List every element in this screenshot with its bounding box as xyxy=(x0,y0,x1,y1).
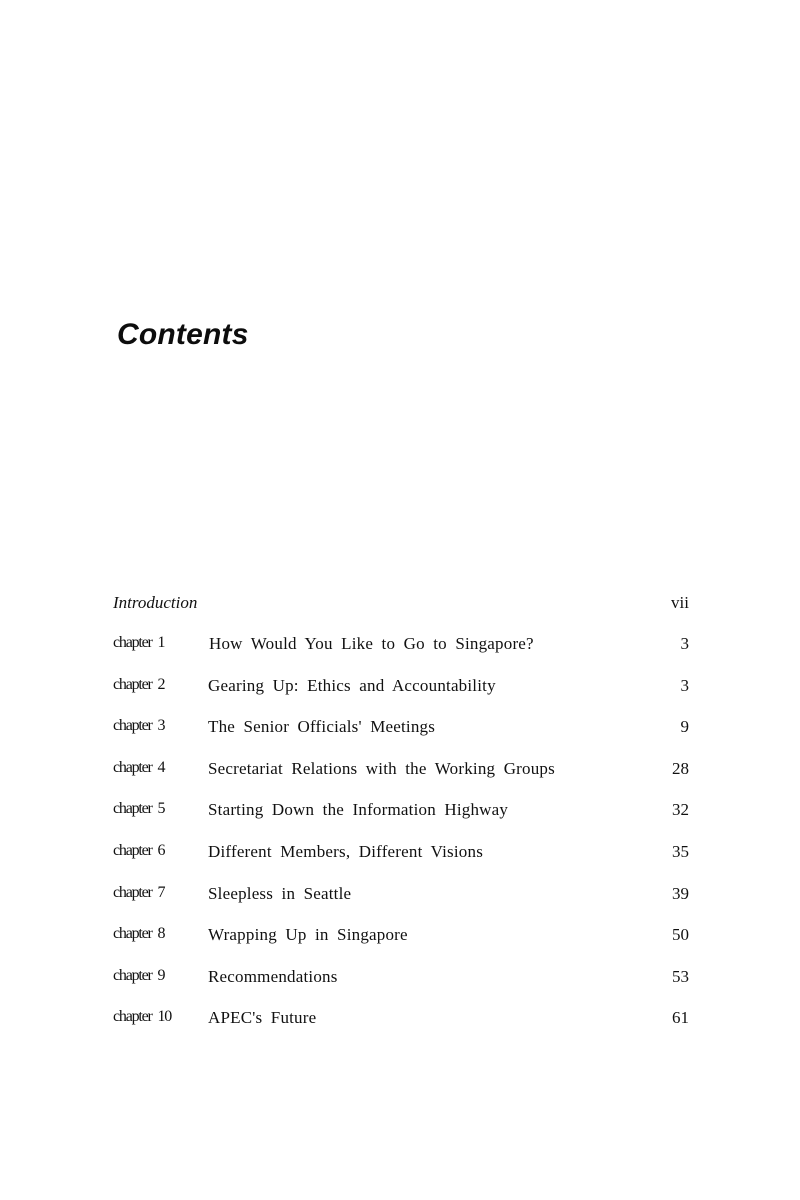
toc-row-chapter-6[interactable] xyxy=(113,842,689,884)
chapter-label: chapter 9 xyxy=(113,966,165,984)
chapter-label: chapter 6 xyxy=(113,841,165,859)
chapter-title: The Senior Officials' Meetings xyxy=(208,717,436,737)
chapter-page-number: 53 xyxy=(672,966,689,986)
toc-row-chapter-1[interactable] xyxy=(113,634,689,676)
chapter-title: Recommendations xyxy=(208,966,338,986)
chapter-label: chapter 7 xyxy=(113,883,165,901)
chapter-page-number: 3 xyxy=(680,634,689,653)
toc-introduction-row[interactable] xyxy=(113,593,689,619)
chapter-page-number: 35 xyxy=(672,841,689,861)
chapter-label: chapter 5 xyxy=(113,800,165,818)
toc-row-chapter-9[interactable] xyxy=(113,967,689,1009)
chapter-page-number: 61 xyxy=(672,1008,689,1028)
chapter-label: chapter 1 xyxy=(113,634,165,651)
chapter-page-number: 50 xyxy=(672,925,689,945)
chapter-title: APEC's Future xyxy=(208,1008,317,1028)
introduction-page-number: vii xyxy=(671,593,689,612)
page-title: Contents xyxy=(117,318,249,351)
chapter-title: Different Members, Different Visions xyxy=(208,841,484,861)
chapter-list xyxy=(113,634,689,1050)
table-of-contents xyxy=(113,593,689,1035)
chapter-title: Secretariat Relations with the Working Groups xyxy=(208,758,555,778)
chapter-label: chapter 2 xyxy=(113,675,165,693)
chapter-label: chapter 10 xyxy=(113,1008,172,1026)
toc-row-chapter-7[interactable] xyxy=(113,884,689,926)
toc-row-chapter-10[interactable] xyxy=(113,1008,689,1050)
chapter-label: chapter 8 xyxy=(113,925,165,943)
chapter-page-number: 3 xyxy=(680,675,689,695)
chapter-title: How Would You Like to Go to Singapore? xyxy=(209,634,534,653)
chapter-page-number: 28 xyxy=(672,758,689,778)
chapter-title: Gearing Up: Ethics and Accountability xyxy=(208,675,496,695)
chapter-label: chapter 4 xyxy=(113,758,165,776)
chapter-page-number: 9 xyxy=(680,717,689,737)
chapter-title: Sleepless in Seattle xyxy=(208,883,352,903)
chapter-title: Starting Down the Information Highway xyxy=(208,800,509,820)
toc-row-chapter-2[interactable] xyxy=(113,676,689,718)
introduction-label: Introduction xyxy=(113,593,198,612)
chapter-title: Wrapping Up in Singapore xyxy=(208,925,408,945)
toc-row-chapter-8[interactable] xyxy=(113,925,689,967)
chapter-label: chapter 3 xyxy=(113,717,165,735)
toc-row-chapter-4[interactable] xyxy=(113,759,689,801)
chapter-page-number: 32 xyxy=(672,800,689,820)
toc-row-chapter-3[interactable] xyxy=(113,717,689,759)
chapter-page-number: 39 xyxy=(672,883,689,903)
toc-row-chapter-5[interactable] xyxy=(113,800,689,842)
